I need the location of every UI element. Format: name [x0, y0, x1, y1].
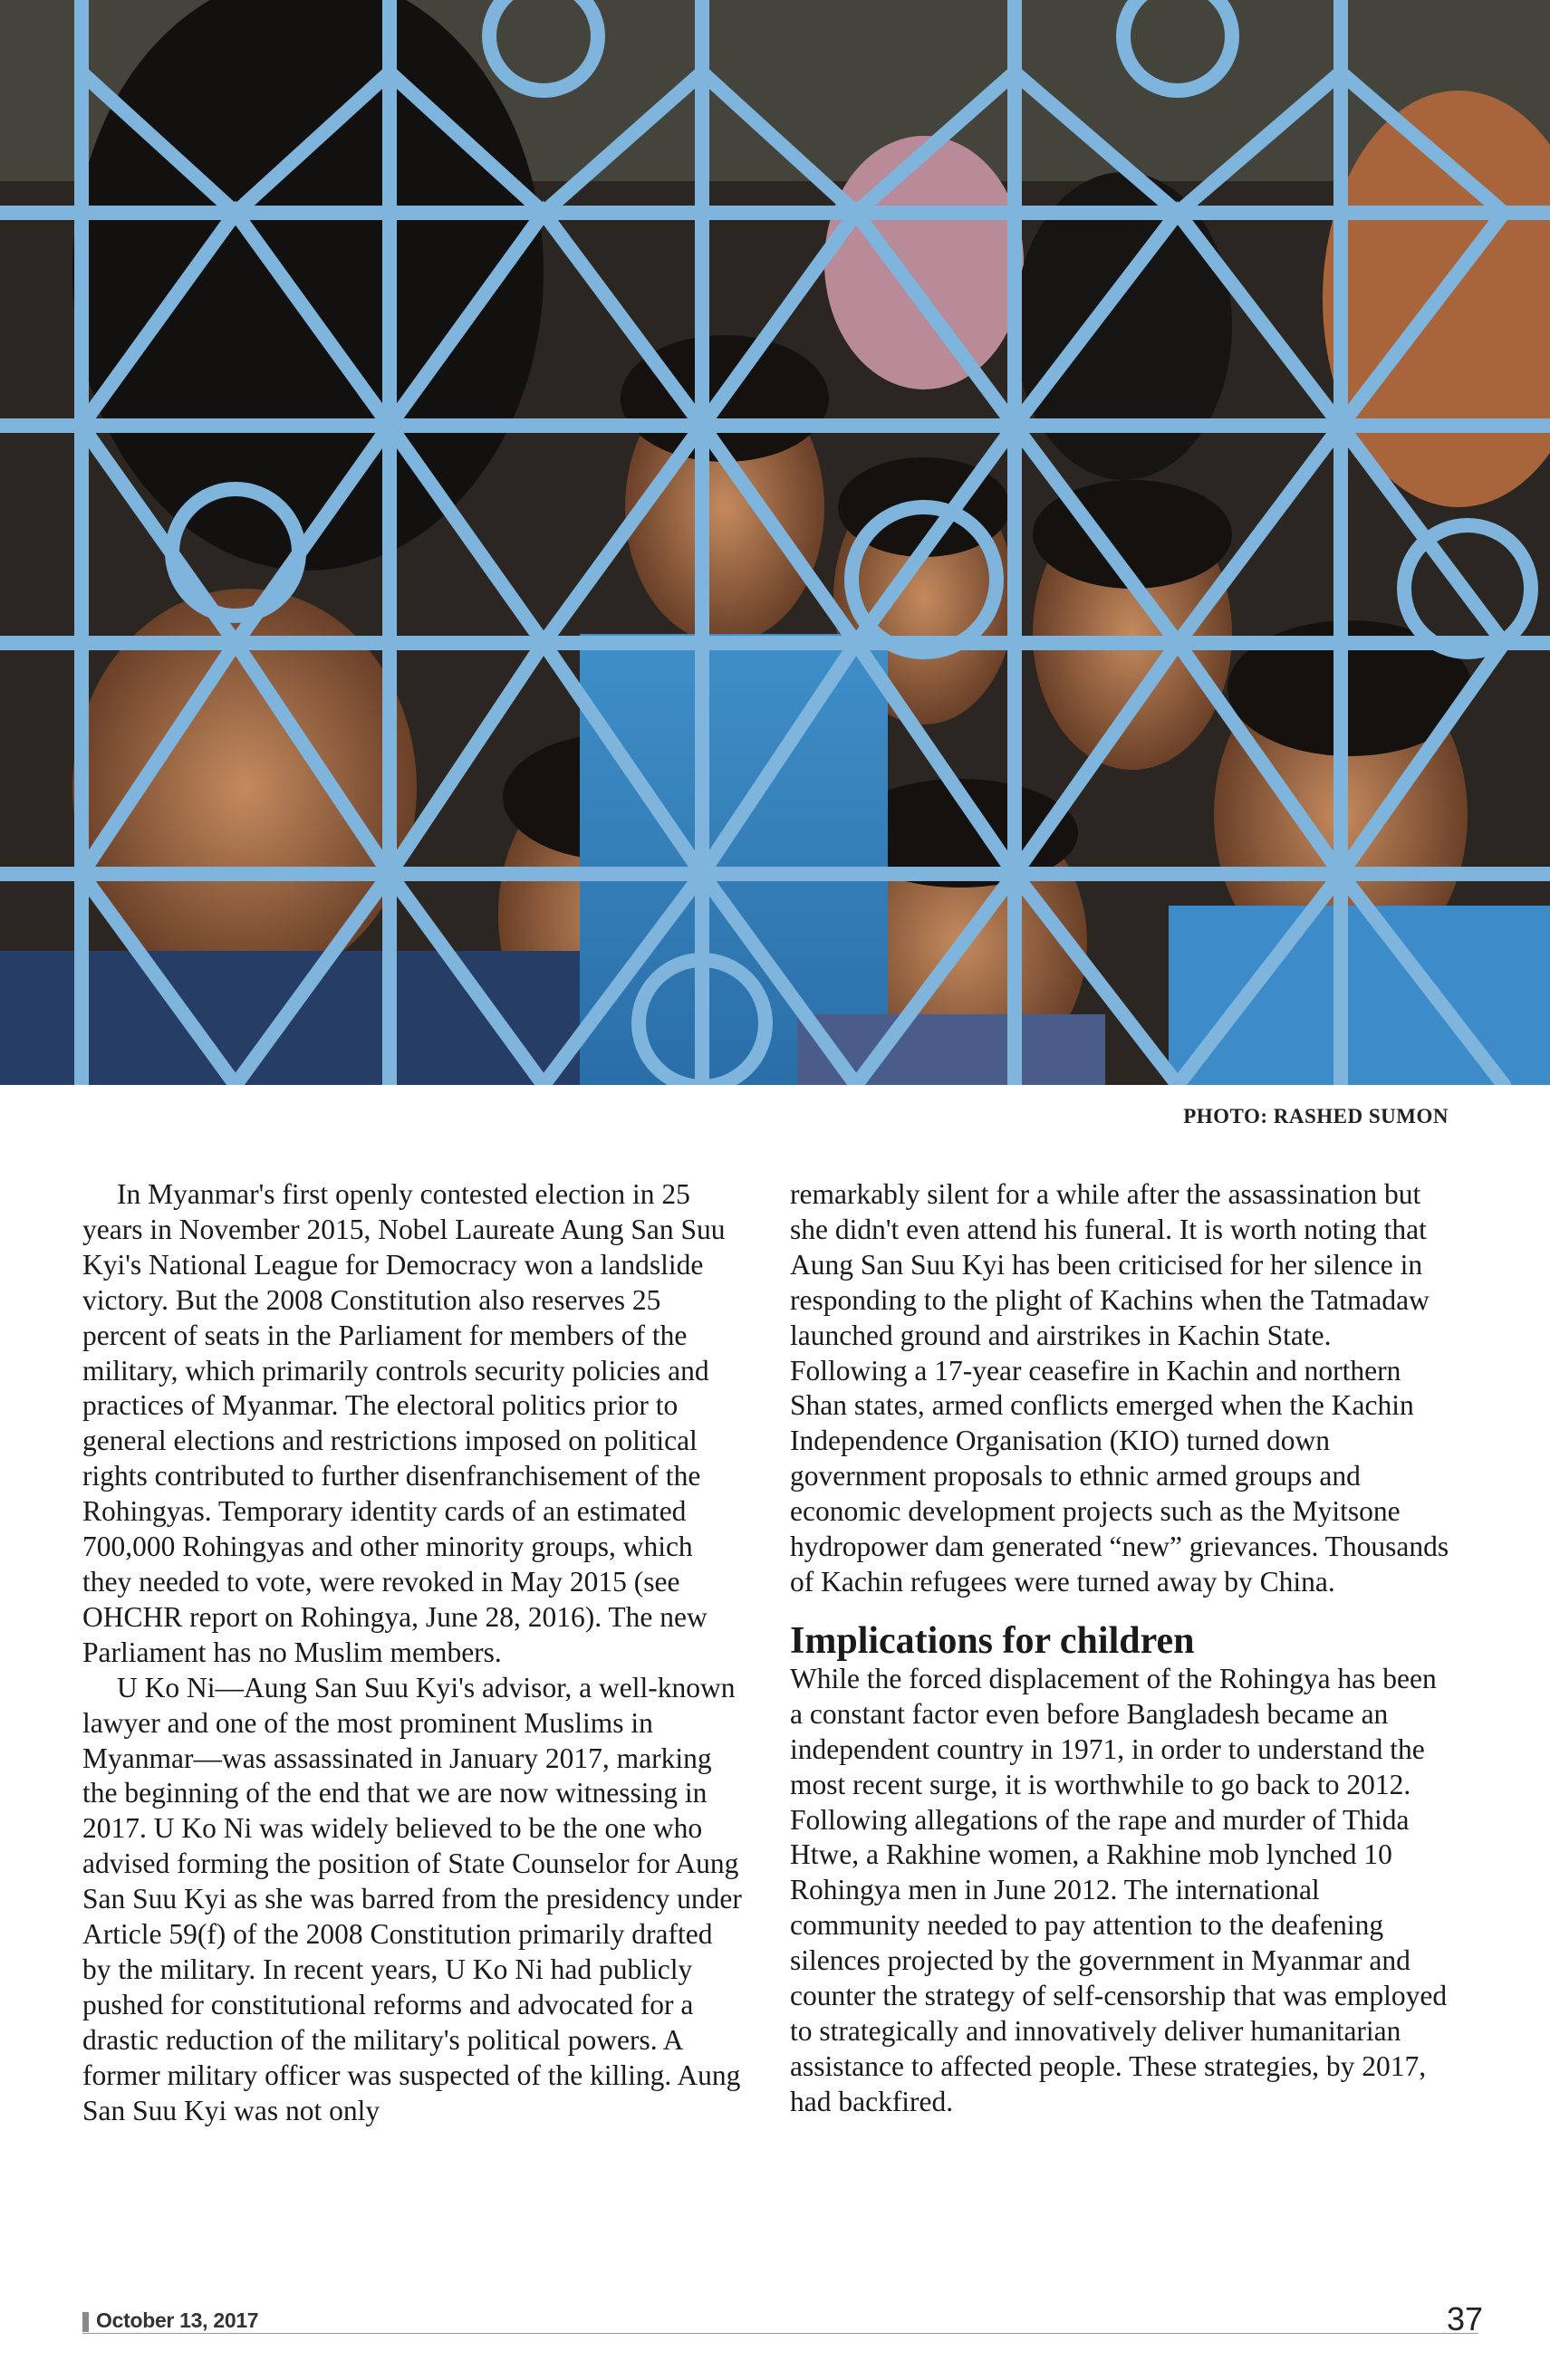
paragraph: remarkably silent for a while after the assassination but she didn't even attend his funeral. It is worth noting that Aung San Suu Kyi has been criticised for her silence in responding to the plight of Kachins when the Tatmadaw launched ground and airstrikes in Kachin State. Following a 17-year ceasefire in Kachin and northern Shan states, armed conflicts emerged when the Kachin Independence Organisation (KIO) turned down government proposals to ethnic armed groups and economic development projects such as the Myitsone hydropower dam generated “new” grievances. Thousands of Kachin refugees were turned away by China. [790, 1178, 1449, 1598]
photo-credit: PHOTO: RASHED SUMON [1183, 1105, 1449, 1128]
paragraph: While the forced displacement of the Rohingya has been a constant factor even before Bangladesh became an independent country in 1971, in order to understand the most recent surge, it is worthwhile to go back to 2012. Following allegations of the rape and murder of Thida Htwe, a Rakhine women, a Rakhine mob lynched 10 Rohingya men in June 2012. The international community needed to pay attention to the deafening silences projected by the government in Myanmar and counter the strategy of self-censorship that was employed to strategically and innovatively deliver humanitarian assistance to affected people. These strategies, by 2017, had backfired. [790, 1662, 1448, 2117]
section-heading: Implications for children [790, 1619, 1195, 1662]
article-left-column [82, 1177, 744, 2128]
footer-marker [82, 2312, 89, 2332]
paragraph: U Ko Ni—Aung San Suu Kyi's advisor, a well-known lawyer and one of the most prominent Muslims in Myanmar—was assassinated in January 2017, marking the beginning of the end that we are now witnessing in 2017. U Ko Ni was widely believed to be the one who advised forming the position of State Counselor for Aung San Suu Kyi as she was barred from the presidency under Article 59(f) of the 2008 Constitution primarily drafted by the military. In recent years, U Ko Ni had publicly pushed for constitutional reforms and advocated for a drastic reduction of the military's political powers. A former military officer was suspected of the killing. Aung San Suu Kyi was not only [82, 1671, 742, 2126]
footer-divider [82, 2333, 1478, 2334]
issue-date: October 13, 2017 [96, 2308, 259, 2332]
page-number: 37 [1447, 2300, 1484, 2337]
window-grille-photo [0, 0, 1550, 1085]
paragraph: In Myanmar's first openly contested election in 25 years in November 2015, Nobel Laureate Aung San Suu Kyi's National League for Democracy won a landslide victory. But the 2008 Constitution also reserves 25 percent of seats in the Parliament for members of the military, which primarily controls security policies and practices of Myanmar. The electoral politics prior to general elections and restrictions imposed on political rights contributed to further disenfranchisement of the Rohingyas. Temporary identity cards of an estimated 700,000 Rohingyas and other minority groups, which they needed to vote, were revoked in May 2015 (see OHCHR report on Rohingya, June 28, 2016). The new Parliament has no Muslim members. [82, 1178, 726, 1668]
cover-photo [0, 0, 1550, 1085]
article-right-column [790, 1177, 1451, 2120]
